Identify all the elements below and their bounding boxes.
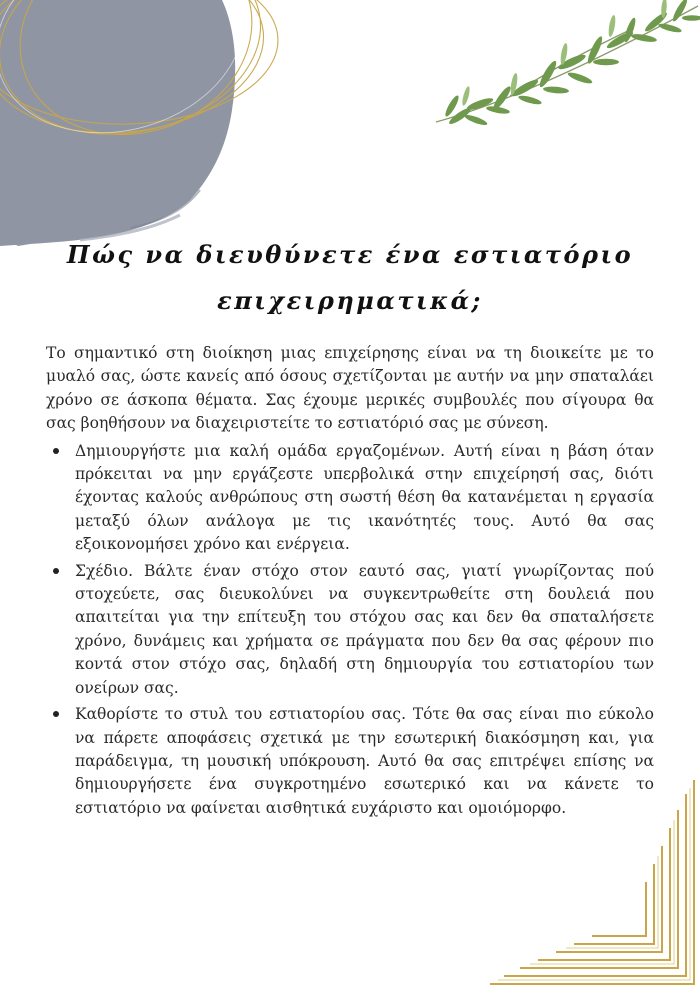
article-body <box>46 342 654 823</box>
page-title-line-2: επιχειρηματικά; <box>217 286 483 315</box>
list-item-text: Δημιουργήστε μια καλή ομάδα εργαζομένων. Αυτή είναι η βάση όταν πρόκειται να μην εργάζεστε υπερβολικά στην επιχείρησή σας, διότι έχοντας καλούς ανθρώπους στη σωστή θέση θα κατανέμεται η εργασία μεταξύ όλων ανάλογα με τις ικανότητές τους. Αυτό θα σας εξοικονομήσει χρόνο και ενέργεια. <box>75 441 654 554</box>
bullet-icon <box>53 448 59 454</box>
bullet-icon <box>53 568 59 574</box>
list-item <box>75 560 654 700</box>
bullet-icon <box>53 711 59 717</box>
list-item <box>75 440 654 557</box>
page-title-line-1: Πώς να διευθύνετε ένα εστιατόριο <box>66 240 634 269</box>
list-item <box>75 703 654 820</box>
list-item-text: Σχέδιο. Βάλτε έναν στόχο στον εαυτό σας, γιατί γνωρίζοντας πού στοχεύετε, σας διευκολύνει να συγκεντρωθείτε στη δουλειά που απαιτείται για την επίτευξη του στόχου σας και δεν θα σπαταλήσετε χρόνο, δυνάμεις και χρήματα σε πράγματα που δεν θα σας φέρουν πιο κοντά στον στόχο σας, δηλαδή στη δημιουργία του εστιατορίου των ονείρων σας. <box>75 561 654 697</box>
page-title <box>60 232 640 324</box>
brush-circle-decoration <box>0 0 290 250</box>
intro-paragraph: Το σημαντικό στη διοίκηση μιας επιχείρησης είναι να τη διοικείτε με το μυαλό σας, ώστε κανείς από όσους σχετίζονται με αυτήν να μην σπαταλάει χρόνο σε άσκοπα θέματα. Σας έχουμε μερικές συμβουλές που σίγουρα θα σας βοηθήσουν να διαχειριστείτε το εστιατόριό σας με σύνεση. <box>46 344 654 433</box>
tips-list <box>46 440 654 821</box>
list-item-text: Καθορίστε το στυλ του εστιατορίου σας. Τότε θα σας είναι πιο εύκολο να πάρετε αποφάσεις σχετικά με την εσωτερική διακόσμηση και, για παράδειγμα, τη μουσική υπόκρουση. Αυτό θα σας επιτρέψει επίσης να δημιουργήσετε ένα συγκροτημένο εσωτερικό και να κάνετε το εστιατόριο να φαίνεται αισθητικά ευχάριστο και ομοιόμορφο. <box>75 705 654 817</box>
leaf-branch-decoration <box>430 0 700 140</box>
